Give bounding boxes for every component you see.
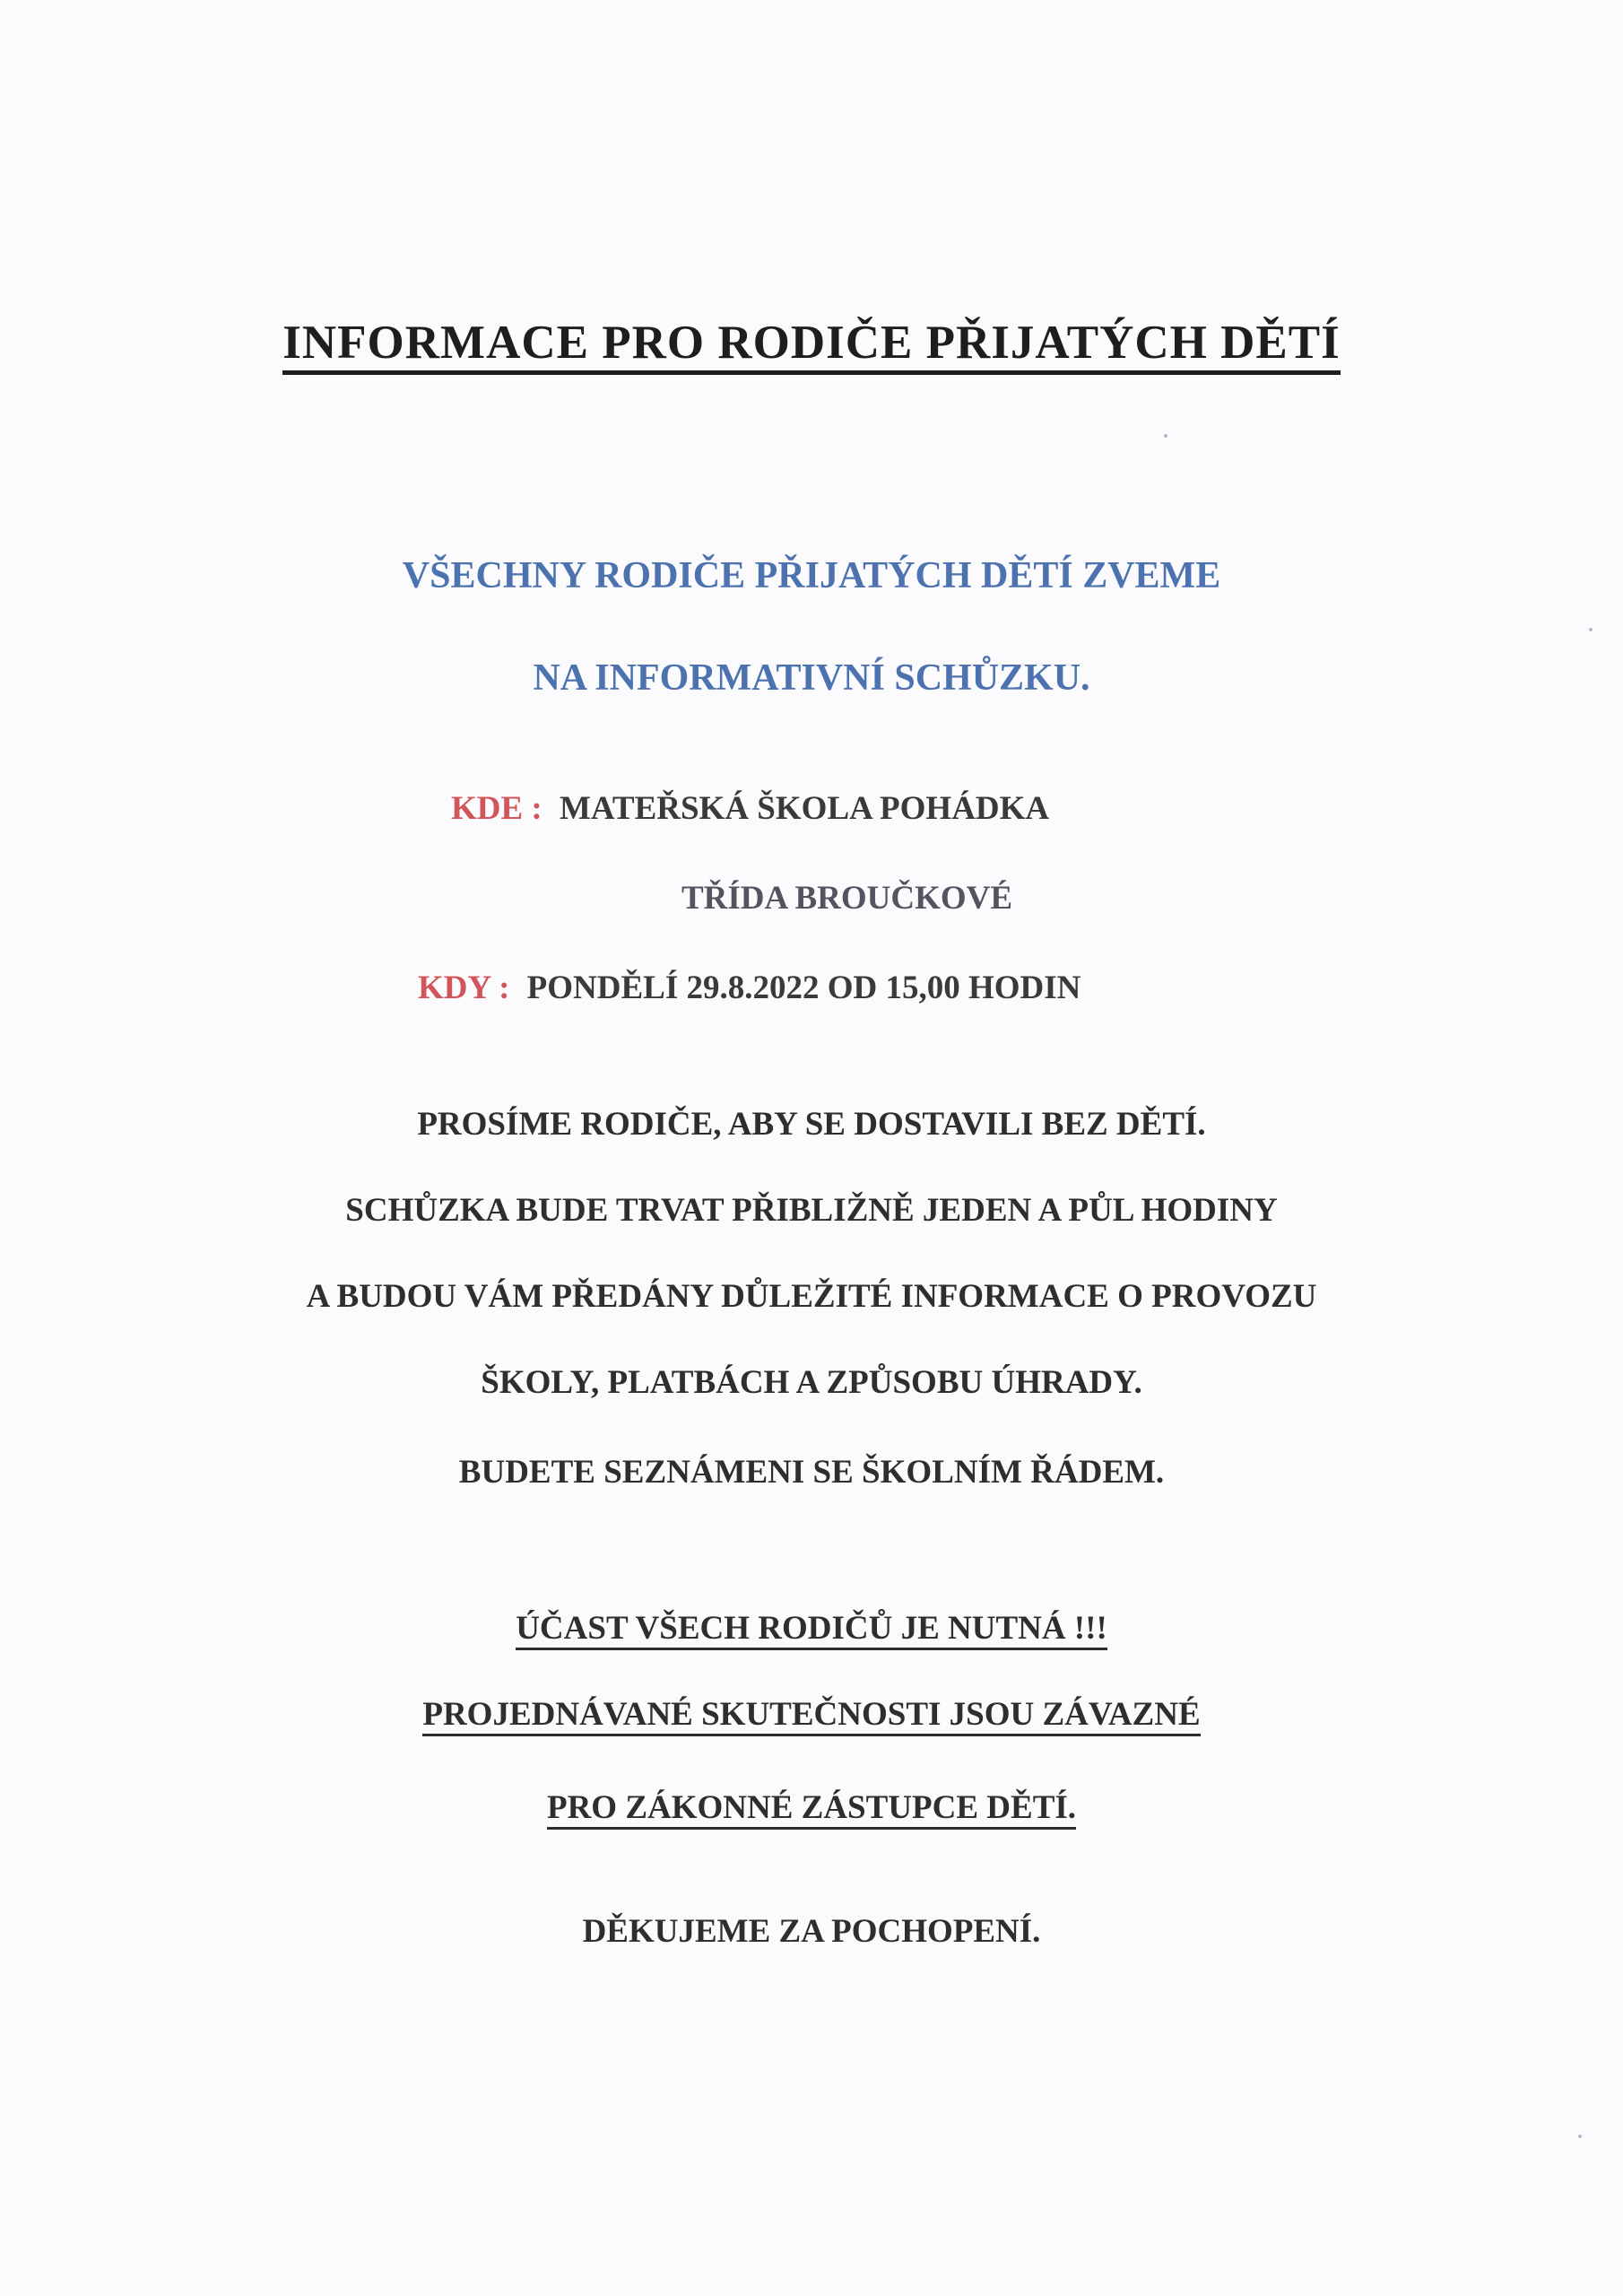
body-line-4: ŠKOLY, PLATBÁCH A ZPŮSOBU ÚHRADY.	[481, 1364, 1142, 1401]
body-line-3: A BUDOU VÁM PŘEDÁNY DŮLEŽITÉ INFORMACE O PROVOZU	[306, 1278, 1317, 1315]
notice-line-3-text: PRO ZÁKONNÉ ZÁSTUPCE DĚTÍ.	[547, 1789, 1076, 1830]
closing-line: DĚKUJEME ZA POCHOPENÍ.	[582, 1913, 1041, 1950]
when-row	[418, 969, 1081, 1007]
paper-speck	[1164, 434, 1167, 438]
page-title-text: INFORMACE PRO RODIČE PŘIJATÝCH DĚTÍ	[282, 317, 1340, 375]
when-value: PONDĚLÍ 29.8.2022 OD 15,00 HODIN	[526, 970, 1081, 1006]
when-label: KDY :	[418, 970, 510, 1006]
body-line-1: PROSÍME RODIČE, ABY SE DOSTAVILI BEZ DĚTÍ.	[417, 1106, 1206, 1143]
notice-line-1-text: ÚČAST VŠECH RODIČŮ JE NUTNÁ !!!	[516, 1610, 1107, 1650]
notice-line-2	[0, 1695, 1623, 1734]
paper-speck	[1578, 2135, 1582, 2138]
paper-speck	[1589, 628, 1593, 631]
notice-line-1	[0, 1609, 1623, 1648]
body-line-2: SCHŮZKA BUDE TRVAT PŘIBLIŽNĚ JEDEN A PŮL HODINY	[345, 1192, 1278, 1229]
page-title	[0, 316, 1623, 370]
where-label: KDE :	[451, 790, 542, 827]
invitation-line-2: NA INFORMATIVNÍ SCHŮZKU.	[533, 657, 1090, 699]
invitation-line-1: VŠECHNY RODIČE PŘIJATÝCH DĚTÍ ZVEME	[402, 555, 1221, 596]
notice-line-2-text: PROJEDNÁVANÉ SKUTEČNOSTI JSOU ZÁVAZNÉ	[422, 1696, 1200, 1736]
where-row	[451, 789, 1049, 828]
where-class: TŘÍDA BROUČKOVÉ	[681, 880, 1013, 917]
notice-line-3	[0, 1788, 1623, 1827]
body-line-5: BUDETE SEZNÁMENI SE ŠKOLNÍM ŘÁDEM.	[458, 1454, 1165, 1491]
where-place: MATEŘSKÁ ŠKOLA POHÁDKA	[560, 790, 1050, 827]
